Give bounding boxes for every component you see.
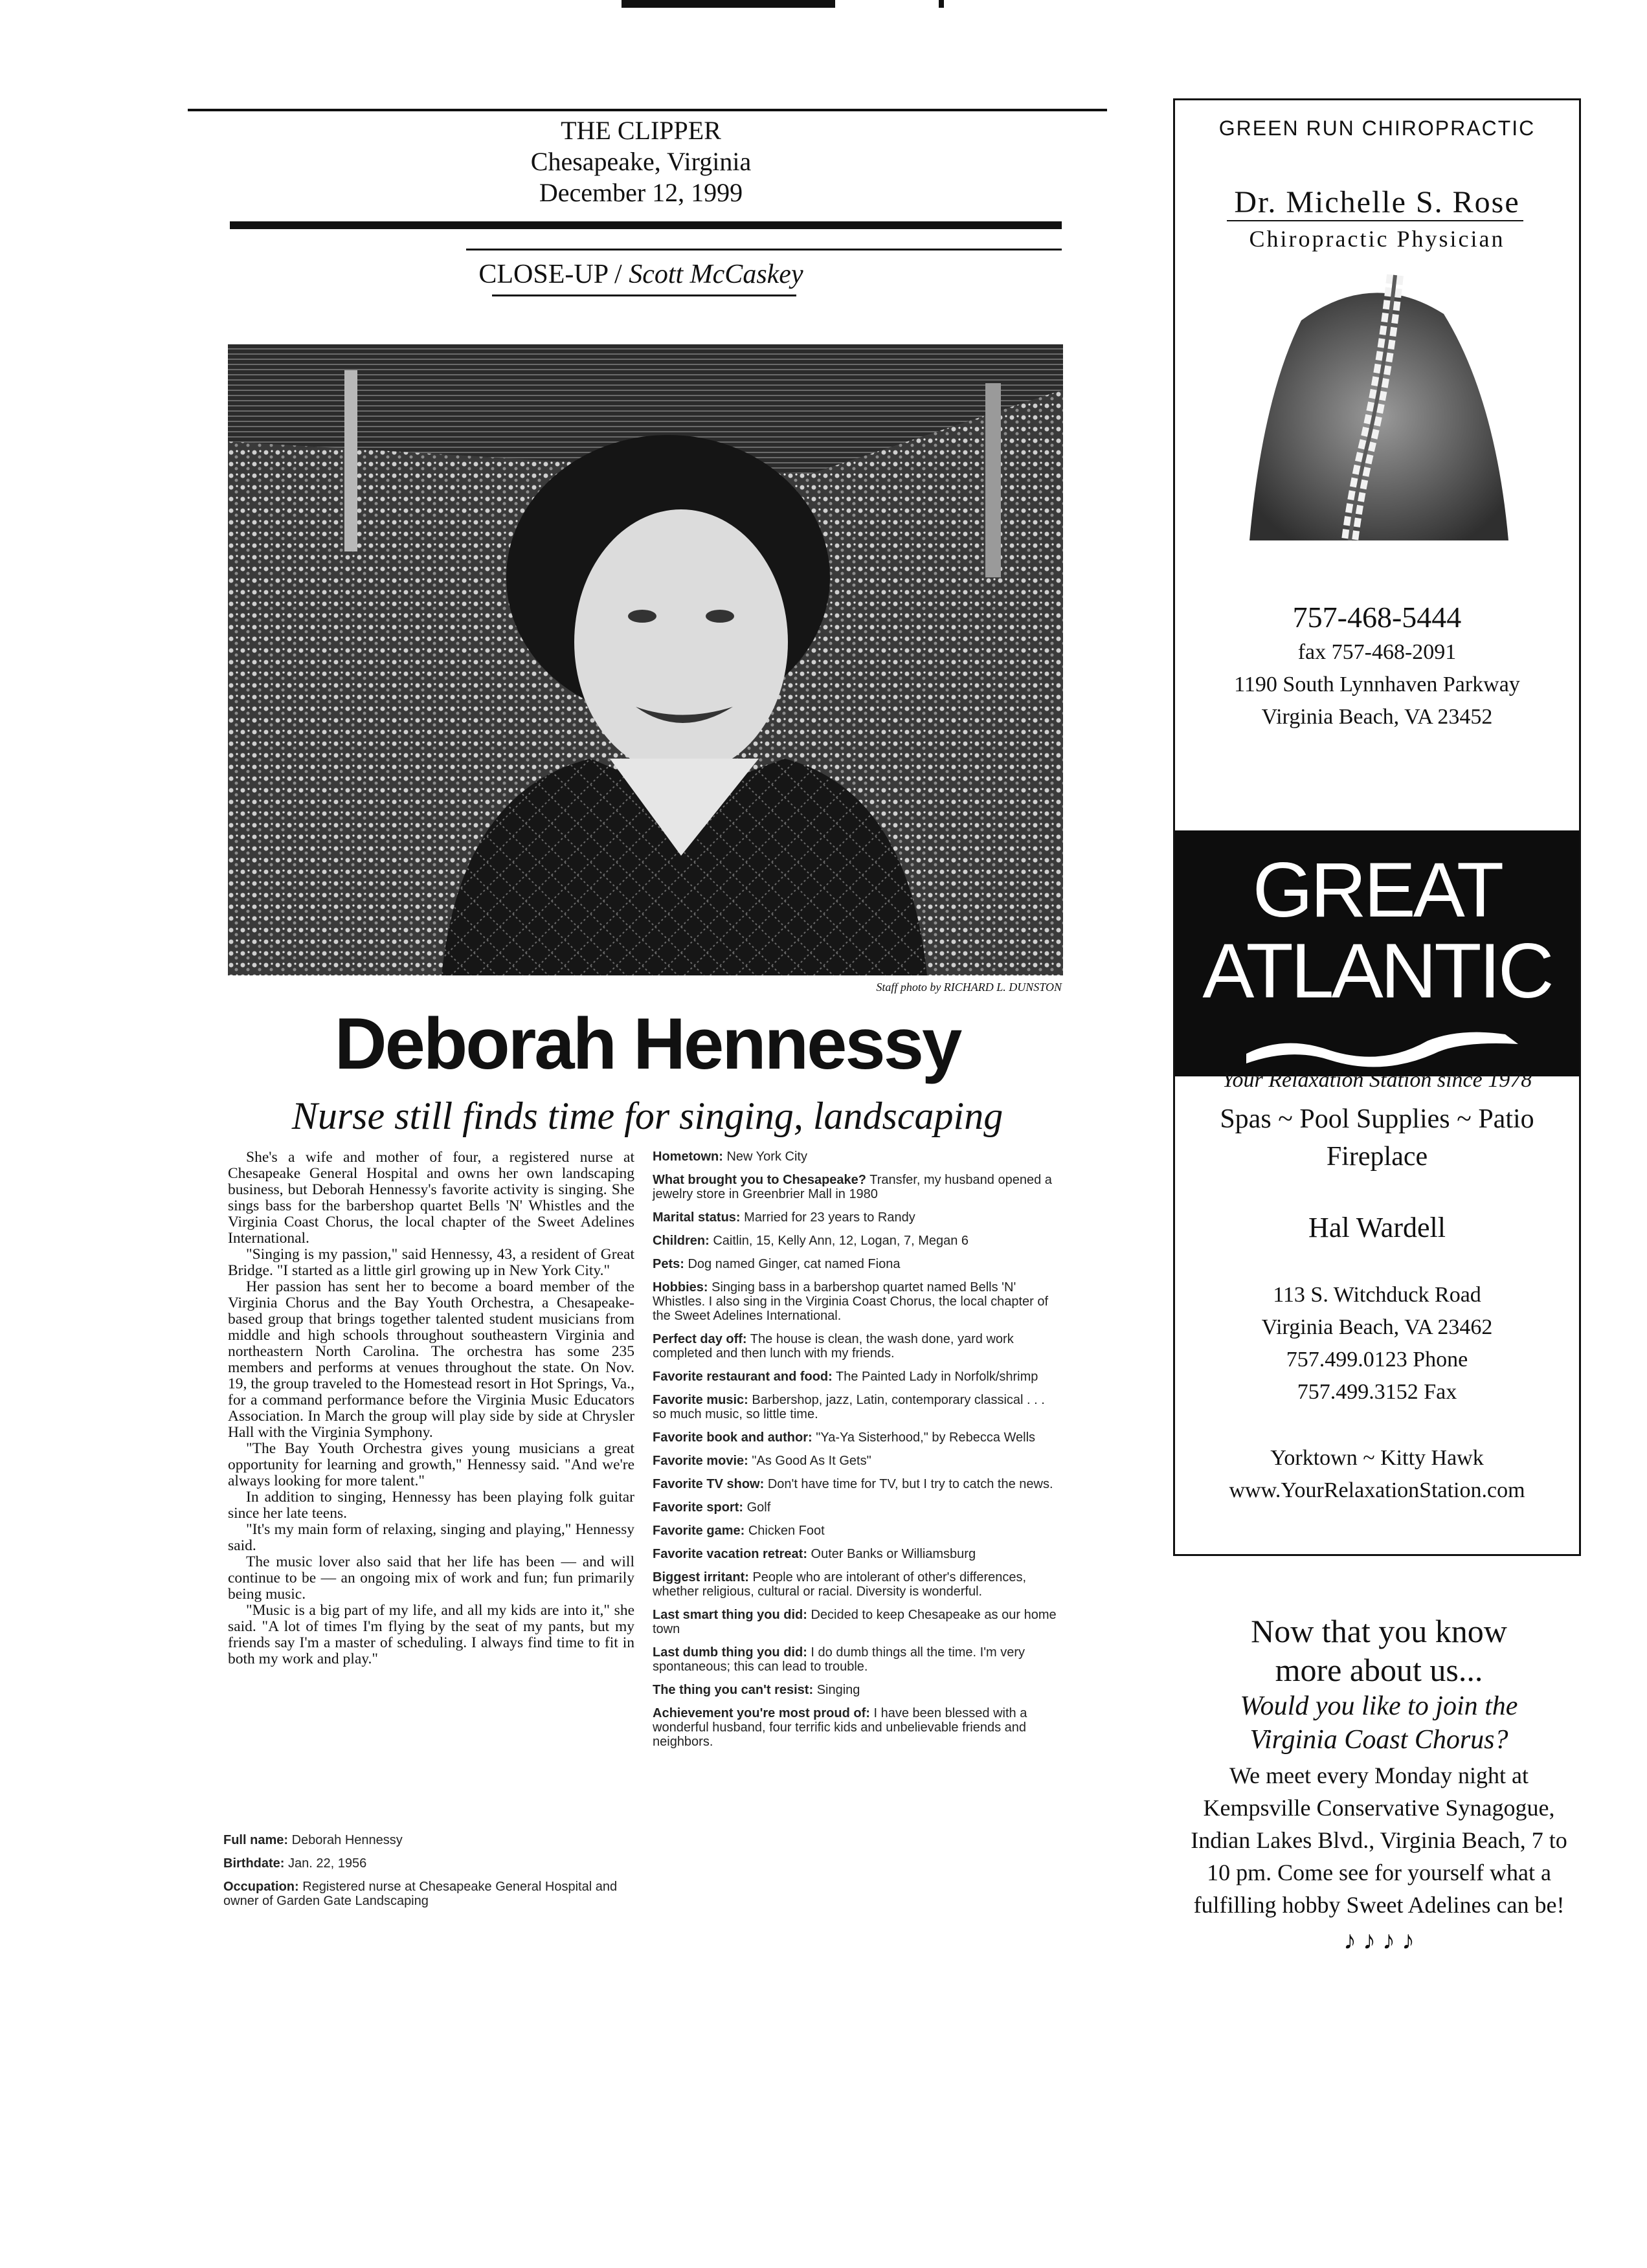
logo-line-2: ATLANTIC — [1202, 928, 1552, 1014]
thin-rule — [466, 249, 1062, 250]
article-paragraph: In addition to singing, Hennessy has been playing folk guitar since her late teens. — [228, 1489, 634, 1522]
scan-edge-mark — [622, 0, 835, 8]
column-underline — [492, 295, 796, 296]
chiro-address-2: Virginia Beach, VA 23452 — [1261, 705, 1493, 729]
article-paragraph: "Music is a big part of my life, and all my kids are into it," she said. "A lot of times I'm flying by the seat of my pants, but my friends say I'm a master of scheduling. I always find time to fit in both my work and play." — [228, 1602, 634, 1667]
chorus-line-4: Virginia Coast Chorus? — [1249, 1725, 1508, 1755]
column-author: Scott McCaskey — [629, 260, 803, 289]
fact-label: Pets: — [653, 1257, 684, 1271]
fact-item — [653, 1173, 1062, 1201]
fact-item — [653, 1645, 1062, 1674]
atlantic-website: www.YourRelaxationStation.com — [1229, 1478, 1525, 1502]
portrait-photo — [228, 344, 1063, 975]
fact-label: Hobbies: — [653, 1280, 708, 1295]
fact-label: Children: — [653, 1234, 710, 1248]
chorus-line-3: Would you like to join the — [1240, 1691, 1518, 1721]
fact-label: Occupation: — [223, 1880, 299, 1894]
fact-value: The house is clean, the wash done, yard work completed and then lunch with my friends. — [653, 1332, 1014, 1361]
fact-label: Favorite music: — [653, 1393, 748, 1407]
fact-value: Married for 23 years to Randy — [744, 1210, 915, 1225]
fact-value: Golf — [746, 1500, 771, 1515]
fact-value: I have been blessed with a wonderful husband, four terrific kids and unbelievable friends and neighbors. — [653, 1706, 1027, 1749]
fact-value: Barbershop, jazz, Latin, contemporary classical . . . so much music, so little time. — [653, 1393, 1045, 1421]
atlantic-locations: Yorktown ~ Kitty Hawk — [1270, 1446, 1484, 1470]
fact-label: Favorite vacation retreat: — [653, 1547, 807, 1561]
fact-label: Last smart thing you did: — [653, 1608, 807, 1622]
chiro-divider — [1227, 220, 1523, 221]
fact-value: Registered nurse at Chesapeake General Hospital and owner of Garden Gate Landscaping — [223, 1880, 618, 1908]
profile-facts-right — [653, 1150, 1062, 1758]
fact-item — [653, 1477, 1062, 1491]
fact-item — [653, 1430, 1062, 1445]
fact-value: Singing — [816, 1683, 860, 1697]
fact-item — [653, 1332, 1062, 1361]
great-atlantic-logo — [1175, 830, 1579, 1076]
fact-label: Favorite sport: — [653, 1500, 744, 1515]
fact-label: Favorite restaurant and food: — [653, 1370, 833, 1384]
fact-label: Last dumb thing you did: — [653, 1645, 807, 1660]
paper-name: THE CLIPPER — [561, 116, 721, 145]
fact-label: What brought you to Chesapeake? — [653, 1173, 867, 1187]
column-label: CLOSE-UP / Scott McCaskey — [478, 260, 803, 289]
fact-item — [653, 1570, 1062, 1599]
chorus-body: We meet every Monday night at Kempsville Conservative Synagogue, Indian Lakes Blvd., Virginia Beach, 7 to 10 pm. Come see for yourself what a fulfilling hobby Sweet Adelines can be! — [1191, 1762, 1567, 1918]
fact-value: "Ya-Ya Sisterhood," by Rebecca Wells — [816, 1430, 1036, 1445]
fact-label: Favorite TV show: — [653, 1477, 765, 1491]
spine-icon — [1224, 269, 1521, 540]
fact-value: The Painted Lady in Norfolk/shrimp — [836, 1370, 1038, 1384]
fact-item — [653, 1500, 1062, 1515]
thick-rule — [230, 221, 1062, 229]
portrait-photo-image — [228, 344, 1063, 975]
article-paragraph: Her passion has sent her to become a board member of the Virginia Chorus and the Bay Youth Orchestra, a Chesapeake-based group that brings together talented student musicians from middle and high schools throughout southeastern Virginia and northeastern North Carolina. The orchestra has some 235 members and performs at venues throughout the state. On Nov. 19, the group traveled to the Homestead resort in Hot Springs, Va., for a command performance before the Virginia Music Educators Association. In March the group will play side by side at Chrysler Hall with the Virginia Symphony. — [228, 1278, 634, 1441]
chiro-contact — [1175, 599, 1579, 733]
chorus-promo — [1178, 1612, 1580, 1960]
fact-item — [653, 1524, 1062, 1538]
fact-item — [653, 1234, 1062, 1248]
fact-item — [223, 1880, 638, 1908]
fact-item — [653, 1150, 1062, 1164]
fact-label: Full name: — [223, 1833, 289, 1847]
fact-value: Deborah Hennessy — [291, 1833, 403, 1847]
atlantic-address-1: 113 S. Witchduck Road — [1273, 1283, 1481, 1307]
chiro-business-name: GREEN RUN CHIROPRACTIC — [1218, 117, 1536, 140]
fact-item — [653, 1608, 1062, 1636]
chorus-line-1: Now that you know — [1251, 1613, 1507, 1649]
fact-item — [653, 1257, 1062, 1271]
chiro-phone: 757-468-5444 — [1292, 601, 1462, 634]
music-notes-icon: ♪ ♪ ♪ ♪ — [1343, 1926, 1415, 1955]
atlantic-phone: 757.499.0123 Phone — [1286, 1348, 1468, 1372]
fact-item — [653, 1683, 1062, 1697]
fact-item — [653, 1454, 1062, 1468]
atlantic-products-1: Spas ~ Pool Supplies ~ Patio — [1220, 1104, 1534, 1134]
article-paragraph: "Singing is my passion," said Hennessy, 43, a resident of Great Bridge. "I started as a little girl growing up in New York City." — [228, 1246, 634, 1279]
article-paragraph: "The Bay Youth Orchestra gives young musicians a great opportunity for learning and growth," Hennessy said. "And we're always looking for more talent." — [228, 1440, 634, 1489]
wave-icon — [1246, 1025, 1518, 1070]
fact-label: Perfect day off: — [653, 1332, 747, 1346]
article-paragraph: "It's my main form of relaxing, singing and playing," Hennessy said. — [228, 1521, 634, 1554]
fact-label: Achievement you're most proud of: — [653, 1706, 870, 1720]
fact-item — [653, 1547, 1062, 1561]
fact-label: Birthdate: — [223, 1856, 285, 1871]
fact-value: "As Good As It Gets" — [752, 1454, 871, 1468]
fact-value: Dog named Ginger, cat named Fiona — [688, 1257, 901, 1271]
fact-label: Hometown: — [653, 1150, 723, 1164]
publish-date: December 12, 1999 — [539, 178, 743, 207]
fact-item — [653, 1393, 1062, 1421]
top-rule — [188, 109, 1107, 111]
location: Chesapeake, Virginia — [530, 147, 752, 176]
fact-item — [223, 1856, 638, 1871]
profile-facts-left — [223, 1833, 638, 1917]
fact-item — [223, 1833, 638, 1847]
headline: Deborah Hennessy — [334, 1003, 961, 1084]
atlantic-contact: Hal Wardell — [1308, 1212, 1446, 1243]
fact-item — [653, 1370, 1062, 1384]
fact-label: Favorite game: — [653, 1524, 745, 1538]
atlantic-tagline: Your Relaxation Station since 1978 — [1222, 1068, 1532, 1092]
chiro-fax: fax 757-468-2091 — [1297, 640, 1457, 664]
fact-value: I do dumb things all the time. I'm very spontaneous; this can lead to trouble. — [653, 1645, 1025, 1674]
fact-value: New York City — [726, 1150, 807, 1164]
fact-item — [653, 1210, 1062, 1225]
article-paragraph: She's a wife and mother of four, a registered nurse at Chesapeake General Hospital and owns her own landscaping business, but Deborah Hennessy's favorite activity is singing. She sings bass for the barbershop quartet Bells 'N' Whistles and the Virginia Coast Chorus, the local chapter of the Sweet Adelines International. — [228, 1149, 634, 1247]
fact-value: Caitlin, 15, Kelly Ann, 12, Logan, 7, Megan 6 — [713, 1234, 969, 1248]
subhead: Nurse still finds time for singing, landscaping — [291, 1095, 1003, 1137]
article-body — [228, 1150, 634, 1667]
fact-value: Singing bass in a barbershop quartet named Bells 'N' Whistles. I also sing in the Virginia Coast Chorus, the local chapter of the Sweet Adelines International. — [653, 1280, 1049, 1323]
fact-label: The thing you can't resist: — [653, 1683, 814, 1697]
fact-label: Biggest irritant: — [653, 1570, 749, 1584]
fact-label: Marital status: — [653, 1210, 741, 1225]
logo-line-1: GREAT — [1252, 847, 1502, 933]
fact-item — [653, 1280, 1062, 1323]
fact-item — [653, 1706, 1062, 1749]
photo-credit: Staff photo by RICHARD L. DUNSTON — [876, 981, 1062, 994]
fact-label: Favorite book and author: — [653, 1430, 812, 1445]
chiro-address-1: 1190 South Lynnhaven Parkway — [1234, 673, 1520, 696]
atlantic-fax: 757.499.3152 Fax — [1297, 1380, 1457, 1404]
fact-value: People who are intolerant of other's differences, whether religious, cultural or racial. Diversity is wonderful. — [653, 1570, 1027, 1599]
masthead — [453, 115, 829, 208]
atlantic-info — [1175, 1100, 1579, 1507]
article-paragraph: The music lover also said that her life has been — and will continue to be — an ongoing mix of work and fun; fun primarily being music. — [228, 1553, 634, 1603]
fact-value: Chicken Foot — [748, 1524, 825, 1538]
spine-illustration — [1224, 269, 1521, 540]
fact-value: Don't have time for TV, but I try to catch the news. — [767, 1477, 1053, 1491]
chiro-title: Chiropractic Physician — [1249, 226, 1505, 252]
fact-value: Decided to keep Chesapeake as our home town — [653, 1608, 1057, 1636]
fact-value: Jan. 22, 1956 — [288, 1856, 367, 1871]
column-name: CLOSE-UP — [478, 260, 608, 289]
chorus-line-2: more about us... — [1275, 1652, 1483, 1688]
atlantic-products-2: Fireplace — [1326, 1142, 1428, 1172]
fact-value: Outer Banks or Williamsburg — [811, 1547, 976, 1561]
scan-edge-mark — [939, 0, 944, 8]
atlantic-address-2: Virginia Beach, VA 23462 — [1261, 1315, 1493, 1339]
fact-label: Favorite movie: — [653, 1454, 748, 1468]
fact-value: Transfer, my husband opened a jewelry store in Greenbrier Mall in 1980 — [653, 1173, 1052, 1201]
chiro-doctor: Dr. Michelle S. Rose — [1234, 185, 1520, 219]
